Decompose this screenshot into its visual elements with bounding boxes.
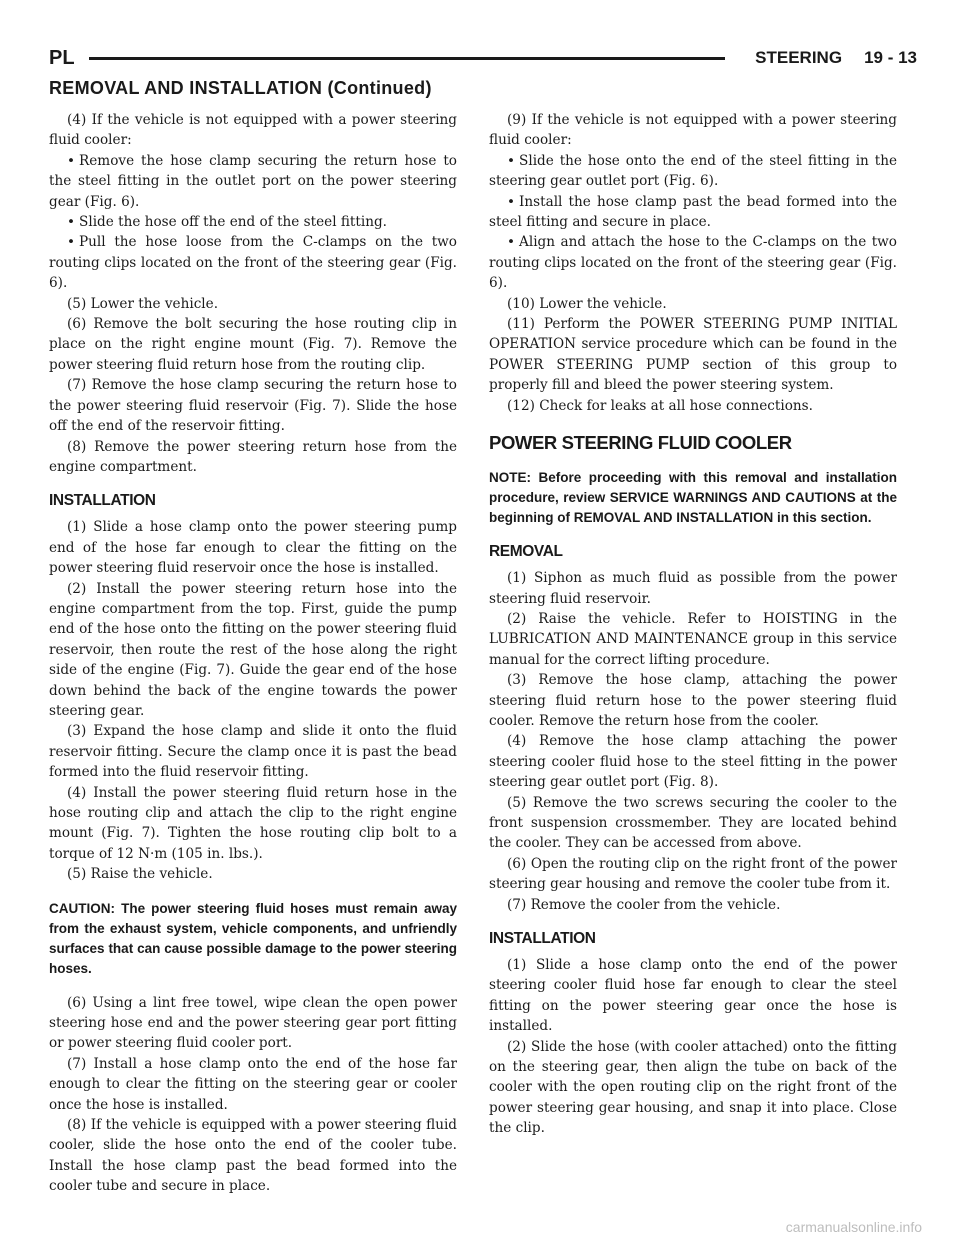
bullet-item: • Slide the hose off the end of the steel fitting.	[67, 214, 387, 231]
step-paragraph: (7) Remove the hose clamp securing the return hose to the power steering fluid reservoir (Fig. 7). Slide the hose off the end of the reservoir fitting.	[49, 377, 457, 435]
step-paragraph: (9) If the vehicle is not equipped with a power steering fluid cooler:	[489, 112, 897, 149]
installation-heading: INSTALLATION	[489, 930, 596, 947]
step-paragraph: (4) Install the power steering fluid return hose in the hose routing clip and attach the clip to the right engine mount (Fig. 7). Tighten the hose routing clip bolt to a torque of 12 N·m (105 in. lbs.).	[49, 784, 457, 862]
step-paragraph: (2) Install the power steering return hose into the engine compartment from the top. First, guide the pump end of the hose onto the fitting on the power steering fluid reservoir, then route the rest of the hose along the right side of the engine (Fig. 7). Guide the gear end of the hose down behind the back of the engine towards the power steering gear.	[49, 580, 457, 719]
step-paragraph: (1) Slide a hose clamp onto the power steering pump end of the hose far enough to clear the fitting on the power steering fluid reservoir once the hose is installed.	[49, 519, 457, 577]
step-paragraph: (1) Siphon as much fluid as possible from the power steering fluid reservoir.	[489, 570, 897, 607]
header-model-code: PL	[49, 47, 75, 69]
bullet-item: • Remove the hose clamp securing the return hose to the steel fitting in the outlet port on the power steering gear (Fig. 6).	[49, 152, 457, 210]
bullet-icon: •	[67, 214, 76, 231]
step-paragraph: (4) If the vehicle is not equipped with a power steering fluid cooler:	[49, 112, 457, 149]
step-paragraph: (5) Lower the vehicle.	[67, 295, 219, 312]
step-paragraph: (6) Open the routing clip on the right front of the power steering gear housing and remove the cooler tube from it.	[489, 855, 897, 893]
step-paragraph: (1) Slide a hose clamp onto the end of the power steering cooler fluid hose far enough to clear the steel fitting on the power steering gear once the hose is installed.	[489, 957, 897, 1035]
step-paragraph: (6) Using a lint free towel, wipe clean the open power steering hose end and the power steering gear port fitting or power steering fluid cooler port.	[49, 994, 457, 1052]
bullet-icon: •	[67, 152, 76, 169]
step-paragraph: (5) Remove the two screws securing the cooler to the front suspension crossmember. They are located behind the cooler. They can be accessed from above.	[489, 794, 897, 852]
header-page-number: 19 - 13	[864, 48, 917, 67]
header-right	[755, 44, 917, 72]
bullet-icon: •	[67, 234, 76, 251]
step-paragraph: (4) Remove the hose clamp attaching the power steering cooler fluid hose to the steel fitting in the power steering gear outlet port (Fig. 8).	[489, 733, 897, 791]
step-paragraph: (5) Raise the vehicle.	[67, 866, 213, 883]
bullet-icon: •	[507, 193, 516, 210]
bullet-item: • Install the hose clamp past the bead formed into the steel fitting and secure in place.	[489, 193, 897, 231]
step-paragraph: (7) Remove the cooler from the vehicle.	[507, 896, 781, 913]
step-paragraph: (3) Expand the hose clamp and slide it onto the fluid reservoir fitting. Secure the clamp once it is past the bead formed into the fluid reservoir fitting.	[49, 723, 457, 781]
left-column	[49, 110, 457, 1197]
header-section-title: STEERING	[755, 48, 843, 67]
cooler-section-heading: POWER STEERING FLUID COOLER	[489, 432, 792, 454]
step-paragraph: (2) Slide the hose (with cooler attached) onto the fitting on the steering gear, then align the tube on back of the cooler with the open routing clip on the right front of the power steering gear housing, and snap it into place. Close the clip.	[489, 1038, 897, 1137]
note-callout: NOTE: Before proceeding with this removal and installation procedure, review SERVICE WARNINGS AND CAUTIONS at the beginning of REMOVAL AND INSTALLATION in this section.	[489, 470, 897, 526]
step-paragraph: (12) Check for leaks at all hose connections.	[507, 397, 813, 414]
right-column	[489, 110, 897, 1139]
page-subtitle: REMOVAL AND INSTALLATION (Continued)	[49, 78, 432, 98]
bullet-item: • Slide the hose onto the end of the steel fitting in the steering gear outlet port (Fig. 6).	[489, 152, 897, 190]
step-paragraph: (10) Lower the vehicle.	[507, 295, 667, 312]
caution-note: CAUTION: The power steering fluid hoses must remain away from the exhaust system, vehicle components, and unfriendly surfaces that can cause possible damage to the power steering hoses.	[49, 900, 457, 976]
header-rule	[89, 57, 725, 60]
bullet-icon: •	[507, 152, 516, 169]
step-paragraph: (8) Remove the power steering return hose from the engine compartment.	[49, 438, 457, 475]
step-paragraph: (2) Raise the vehicle. Refer to HOISTING in the LUBRICATION AND MAINTENANCE group in this service manual for the correct lifting procedure.	[489, 610, 897, 668]
bullet-item: • Align and attach the hose to the C-clamps on the two routing clips located on the front of the steering gear (Fig. 6).	[489, 234, 897, 292]
removal-heading: REMOVAL	[489, 543, 563, 561]
installation-heading: INSTALLATION	[49, 492, 156, 510]
bullet-item: • Pull the hose loose from the C-clamps on the two routing clips located on the front of the steering gear (Fig. 6).	[49, 234, 457, 292]
page-header	[49, 44, 917, 74]
watermark-text: carmanualsonline.info	[785, 1219, 922, 1235]
step-paragraph: (3) Remove the hose clamp, attaching the power steering fluid return hose to the power steering fluid cooler. Remove the return hose from the cooler.	[489, 672, 897, 729]
step-paragraph: (11) Perform the POWER STEERING PUMP INITIAL OPERATION service procedure which can be found in the POWER STEERING PUMP section of this group to properly fill and bleed the power steering system.	[489, 316, 897, 394]
bullet-icon: •	[507, 234, 516, 251]
step-paragraph: (8) If the vehicle is equipped with a power steering fluid cooler, slide the hose onto the end of the cooler tube. Install the hose clamp past the bead formed into the cooler tube and secure in place.	[49, 1117, 457, 1195]
step-paragraph: (6) Remove the bolt securing the hose routing clip in place on the right engine mount (Fig. 7). Remove the power steering fluid return hose from the routing clip.	[49, 316, 457, 373]
step-paragraph: (7) Install a hose clamp onto the end of the hose far enough to clear the fitting on the steering gear or cooler once the hose is installed.	[49, 1055, 457, 1113]
